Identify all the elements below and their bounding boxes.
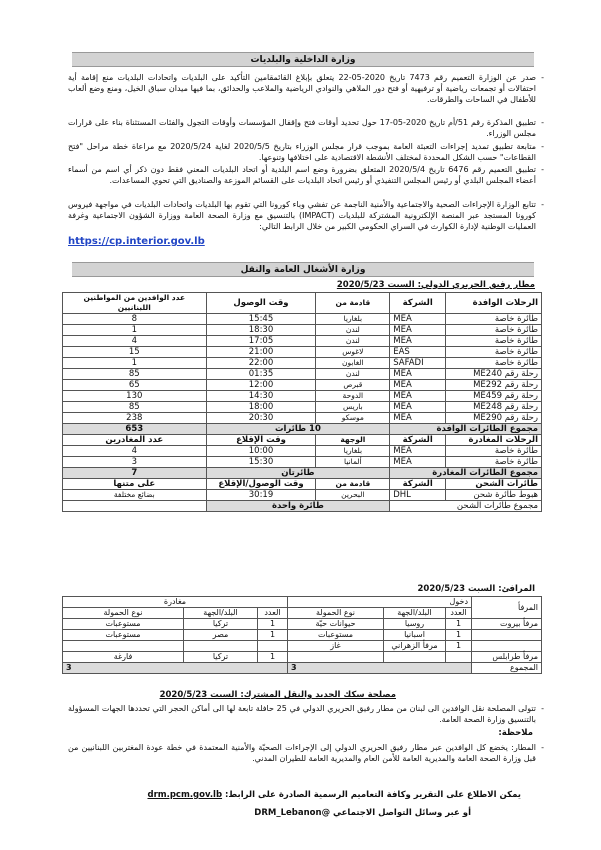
ports-total-label: المجموع: [472, 663, 542, 674]
port-row-out_country: تركيا: [184, 652, 258, 663]
port-row-in_count: 1: [446, 630, 472, 641]
ports-col-arrival: دخول: [288, 597, 472, 608]
port-row: [63, 641, 542, 652]
interior-item-1: - صدر عن الوزارة التعميم رقم 7473 تاريخ 2020-05-22 يتعلق بإبلاغ القائمقامين التأكيد على البلديات واتحادات البلديات منع إقامة أية احتفالات أو تجمعات رياضية أو ترفيهية أو فتح دور الملاهي والنوادي الرياضية والملاعب والحدائق، بما فيها ميدان سباق الخيل، ومنع وضع ألعاب للأطفال في الساحات والطرقات.: [68, 73, 544, 104]
departure-row-company: MEA: [390, 457, 446, 468]
port-row-out_country: [184, 641, 258, 652]
arrival-row-company: MEA: [390, 413, 446, 424]
cargo-row: [63, 490, 542, 501]
ports-col-out-country: البلد/الجهة: [184, 608, 258, 619]
arrival-row-company: MEA: [390, 402, 446, 413]
cargo-row-content: بضائع مختلفة: [63, 490, 207, 501]
cargo-col-from: قادمة من: [316, 479, 390, 490]
departure-row-to: ألمانيا: [316, 457, 390, 468]
port-row-out_count: [258, 641, 288, 652]
cargo-total-planes: طائرة واحدة: [206, 501, 390, 512]
arrivals-header-row: [63, 293, 542, 314]
port-row-in_country: روسيا: [384, 619, 446, 630]
port-row-in_country: اسبانيا: [384, 630, 446, 641]
arrival-row-type: رحلة رقم ME459: [446, 391, 542, 402]
arrival-row-type: رحلة رقم ME292: [446, 380, 542, 391]
port-row-out_cargo: مستوعبات: [63, 630, 184, 641]
footer-link-social[interactable]: @DRM_Lebanon: [254, 808, 331, 818]
ports-total-in: 3: [288, 663, 472, 674]
port-row-in_cargo: حيوانات حيّة: [288, 619, 384, 630]
ports-total-out: 3: [63, 663, 288, 674]
ports-table: [62, 596, 542, 674]
departures-col-to: الوجهة: [316, 435, 390, 446]
arrivals-body: [63, 314, 542, 424]
port-row-port: [472, 641, 542, 652]
departures-col-count: عدد المغادرين: [63, 435, 207, 446]
footer-text-2: أو عبر وسائل التواصل الاجتماعي: [333, 808, 471, 818]
ports-header-row-1: [63, 597, 542, 608]
arrival-row-from: الغابون: [316, 358, 390, 369]
interior-item-2: - تطبيق المذكرة رقم 51/أم تاريخ 2020-05-17 حول تحديد أوقات فتح وإقفال المؤسسات وأوقات التجول والفئات المستثناة بناء على قرارات مجلس الوزراء.: [68, 118, 544, 138]
port-row: [63, 619, 542, 630]
departures-total-count: 7: [63, 468, 207, 479]
arrival-row-time: 18:30: [206, 325, 316, 336]
arrival-row: [63, 314, 542, 325]
departure-row-to: بلغاريا: [316, 446, 390, 457]
arrival-row-company: MEA: [390, 380, 446, 391]
arrival-row-count: 85: [63, 369, 207, 380]
cargo-body: [63, 490, 542, 501]
cargo-col-content: على متنها: [63, 479, 207, 490]
arrivals-total-label: مجموع الطائرات الوافدة: [390, 424, 542, 435]
arrival-row-time: 22:00: [206, 358, 316, 369]
cargo-row-time: 30:19: [206, 490, 316, 501]
arrival-row: [63, 413, 542, 424]
arrival-row-count: 1: [63, 325, 207, 336]
ports-heading: المرافئ: السبت 2020/5/23: [417, 584, 535, 594]
interior-item-3: - متابعة تطبيق تمديد إجراءات التعبئة العامة بموجب قرار مجلس الوزراء بتاريخ 2020/5/5 لغاية 2020/5/24 مع مراعاة خطة مراحل "فتح القطاعات" حسب الشكل المحددة لمختلف الأنشطة الاقتصادية على اختلافها وتنوعها.: [68, 142, 544, 162]
port-row-out_cargo: مستوعبات: [63, 619, 184, 630]
port-row-in_country: مرفأ الزهراني: [384, 641, 446, 652]
arrival-row-count: 1: [63, 358, 207, 369]
arrival-row-type: طائرة خاصة: [446, 325, 542, 336]
arrivals-col-count: عدد الوافدين من المواطنين اللبنانيين: [63, 293, 207, 314]
departure-row: [63, 457, 542, 468]
arrival-row: [63, 325, 542, 336]
arrival-row-from: باريس: [316, 402, 390, 413]
cargo-col-time: وقت الوصول/الإقلاع: [206, 479, 316, 490]
arrival-row-company: MEA: [390, 325, 446, 336]
port-row-in_count: 1: [446, 619, 472, 630]
interior-item-4: - تطبيق التعميم رقم 6476 تاريخ 2020/5/4 المتعلق بضرورة وضع اسم البلدية أو اتحاد البلديات المعني فقط دون ذكر أي اسم من أسماء أعضاء المجلس البلدي أو رئيس المجلس التنفيذي أو رئيس اتحاد البلديات على القسائم الموزعة والصناديق التي تحوي المساعدات.: [68, 165, 544, 185]
departure-row-company: MEA: [390, 446, 446, 457]
ports-header-row-2: [63, 608, 542, 619]
arrival-row-type: رحلة رقم ME240: [446, 369, 542, 380]
arrival-row: [63, 402, 542, 413]
departure-row-count: 4: [63, 446, 207, 457]
arrival-row-company: EAS: [390, 347, 446, 358]
footer-text-1: يمكن الاطلاع على التقرير وكافة التعاميم الرسمية الصادرة على الرابط:: [225, 790, 521, 800]
arrival-row-time: 17:05: [206, 336, 316, 347]
cargo-col-company: الشركة: [390, 479, 446, 490]
cargo-total-label: مجموع طائرات الشحن: [390, 501, 542, 512]
arrival-row-company: MEA: [390, 391, 446, 402]
arrival-row-company: MEA: [390, 314, 446, 325]
arrival-row-count: 8: [63, 314, 207, 325]
departures-total-planes: طائرتان: [206, 468, 390, 479]
cargo-row-from: البحرين: [316, 490, 390, 501]
note-heading: ملاحظة:: [498, 728, 533, 738]
port-row-in_count: 1: [446, 641, 472, 652]
port-row-in_cargo: مستوعبات: [288, 630, 384, 641]
arrival-row-from: الدوحة: [316, 391, 390, 402]
airport-table: [62, 292, 542, 512]
port-row-in_country: [384, 652, 446, 663]
arrival-row-type: طائرة خاصة: [446, 358, 542, 369]
footer-line-2: [71, 808, 471, 819]
arrivals-total-planes: 10 طائرات: [206, 424, 390, 435]
interior-section-title: وزارة الداخلية والبلديات: [72, 52, 534, 67]
departure-row-count: 3: [63, 457, 207, 468]
arrival-row-type: رحلة رقم ME290: [446, 413, 542, 424]
arrival-row-count: 15: [63, 347, 207, 358]
arrivals-col-time: وقت الوصول: [206, 293, 316, 314]
arrival-row-count: 65: [63, 380, 207, 391]
departures-col-company: الشركة: [390, 435, 446, 446]
departures-col-type: الرحلات المغادرة: [446, 435, 542, 446]
arrival-row-company: MEA: [390, 336, 446, 347]
arrival-row-count: 130: [63, 391, 207, 402]
arrival-row-company: MEA: [390, 369, 446, 380]
arrival-row: [63, 347, 542, 358]
departures-col-time: وقت الإقلاع: [206, 435, 316, 446]
rail-heading: مصلحة سكك الحديد والنقل المشترك: السبت 2020/5/23: [159, 690, 396, 700]
port-row-in_cargo: [288, 652, 384, 663]
cargo-header-row: [63, 479, 542, 490]
cargo-col-type: طائرات الشحن: [446, 479, 542, 490]
departures-total-row: [63, 468, 542, 479]
port-row-port: [472, 630, 542, 641]
airport-heading: مطار رفيق الحريري الدولي: السبت 2020/5/23: [336, 280, 535, 290]
departure-row-time: 10:00: [206, 446, 316, 457]
port-row-out_cargo: فارغة: [63, 652, 184, 663]
arrival-row-count: 4: [63, 336, 207, 347]
arrival-row: [63, 336, 542, 347]
arrivals-total-row: [63, 424, 542, 435]
arrival-row: [63, 369, 542, 380]
port-row-in_count: [446, 652, 472, 663]
port-row-out_count: 1: [258, 630, 288, 641]
cargo-total-row: [63, 501, 542, 512]
ports-col-in-cargo: نوع الحمولة: [288, 608, 384, 619]
interior-item-5: - تتابع الوزارة الإجراءات الصحية والاجتماعية والأمنية الناجمة عن تفشي وباء كورونا التي تقوم بها البلديات واتحادات البلديات في مواجهة فيروس كورونا المستجد عبر المنصة الإلكترونية المشتركة للبلديات (IMPACT) بالتنسيق مع وزارة الصحة العامة ووزارة الشؤون الاجتماعية وغرفة العمليات الوطنية لإدارة الكوارث في السراي الحكومي الكبير من خلال الرابط التالي:: [68, 200, 544, 231]
arrival-row-count: 85: [63, 402, 207, 413]
arrival-row: [63, 358, 542, 369]
rail-text: - تتولى المصلحة نقل الوافدين الى لبنان من مطار رفيق الحريري الدولي في 25 حافلة تابعة لها الى أماكن الحجر التي تحددها الجهات المسؤولة بالتنسيق وزارة الصحة العامة.: [68, 704, 544, 724]
arrival-row-from: قبرص: [316, 380, 390, 391]
arrival-row-from: لندن: [316, 369, 390, 380]
arrival-row-time: 21:00: [206, 347, 316, 358]
ports-col-out-cargo: نوع الحمولة: [63, 608, 184, 619]
port-row-out_cargo: [63, 641, 184, 652]
arrival-row-from: موسكو: [316, 413, 390, 424]
port-row: [63, 630, 542, 641]
port-row-port: مرفأ طرابلس: [472, 652, 542, 663]
ports-col-departure: مغادرة: [63, 597, 288, 608]
arrivals-col-company: الشركة: [390, 293, 446, 314]
port-row-port: مرفأ بيروت: [472, 619, 542, 630]
ports-col-in-count: العدد: [446, 608, 472, 619]
departures-total-label: مجموع الطائرات المغادرة: [390, 468, 542, 479]
port-row-out_count: 1: [258, 619, 288, 630]
arrivals-col-type: الرحلات الوافدة: [446, 293, 542, 314]
arrival-row-count: 238: [63, 413, 207, 424]
arrival-row-type: طائرة خاصة: [446, 314, 542, 325]
port-row-out_count: 1: [258, 652, 288, 663]
arrivals-col-from: قادمة من: [316, 293, 390, 314]
footer-link-website[interactable]: drm.pcm.gov.lb: [147, 790, 223, 800]
cargo-row-company: DHL: [390, 490, 446, 501]
departures-body: [63, 446, 542, 468]
arrival-row-time: 18:00: [206, 402, 316, 413]
arrival-row-type: رحلة رقم ME248: [446, 402, 542, 413]
arrival-row-time: 14:30: [206, 391, 316, 402]
arrival-row-from: بلغاريا: [316, 314, 390, 325]
departures-header-row: [63, 435, 542, 446]
departure-row: [63, 446, 542, 457]
ports-body: [63, 619, 542, 663]
departure-row-type: طائرة خاصة: [446, 446, 542, 457]
arrival-row-time: 12:00: [206, 380, 316, 391]
arrival-row-type: طائرة خاصة: [446, 336, 542, 347]
ports-col-in-country: البلد/الجهة: [384, 608, 446, 619]
ports-col-out-count: العدد: [258, 608, 288, 619]
arrival-row-time: 15:45: [206, 314, 316, 325]
port-row-out_country: تركيا: [184, 619, 258, 630]
arrival-row-time: 01:35: [206, 369, 316, 380]
arrival-row-from: لاغوس: [316, 347, 390, 358]
arrival-row-from: لندن: [316, 336, 390, 347]
arrival-row-company: SAFADI: [390, 358, 446, 369]
departure-row-time: 15:30: [206, 457, 316, 468]
arrival-row-from: لندن: [316, 325, 390, 336]
arrival-row-time: 20:30: [206, 413, 316, 424]
footer-line-1: [71, 790, 521, 801]
arrival-row-type: طائرة خاصة: [446, 347, 542, 358]
ports-col-port: المرفأ: [472, 597, 542, 619]
transport-section-title: وزارة الأشغال العامة والنقل: [72, 262, 534, 277]
arrivals-total-count: 653: [63, 424, 207, 435]
port-row: [63, 652, 542, 663]
arrival-row: [63, 391, 542, 402]
interior-platform-link[interactable]: https://cp.interior.gov.lb: [68, 236, 205, 247]
arrival-row: [63, 380, 542, 391]
note-text: - المطار: يخضع كل الوافدين عبر مطار رفيق الحريري الدولي إلى الإجراءات الصحيّة والأمنية المعتمدة في خطة عودة المغتربين اللبنانيين من قبل وزارة الصحة العامة والمديرية العامة للأمن العام والمديرية العامة للطيران المدني.: [68, 743, 544, 763]
port-row-in_cargo: غاز: [288, 641, 384, 652]
port-row-out_country: مصر: [184, 630, 258, 641]
cargo-row-type: هبوط طائرة شحن: [446, 490, 542, 501]
ports-total-row: [63, 663, 542, 674]
departure-row-type: طائرة خاصة: [446, 457, 542, 468]
